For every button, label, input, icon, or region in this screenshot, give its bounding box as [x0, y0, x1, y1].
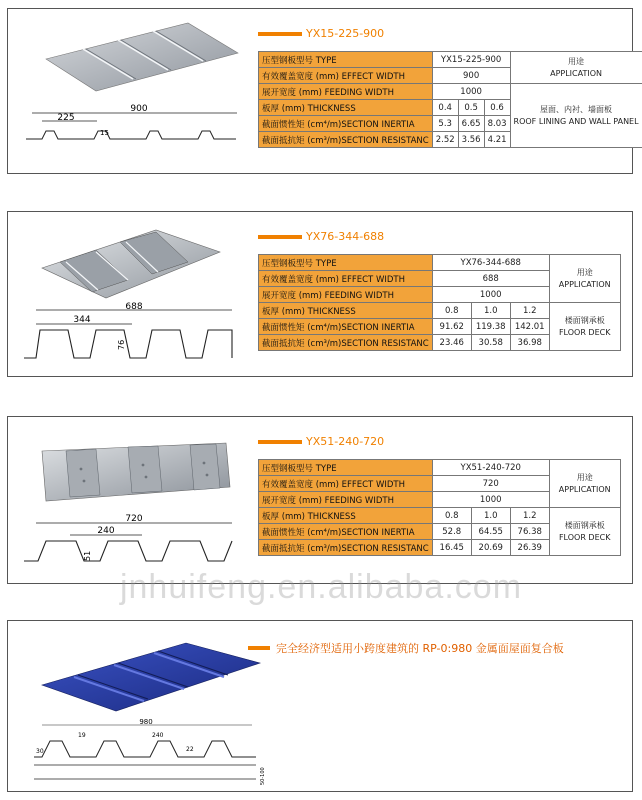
label-resistance: 截面抵抗矩 (cm³/m)SECTION RESISTANC	[259, 335, 433, 351]
dim-total-label: 720	[125, 514, 143, 524]
sheet-photo-yx76	[36, 222, 226, 304]
dim-pitch-label: 240	[97, 526, 115, 536]
feeding-width-value: 1000	[432, 84, 510, 100]
spec-table	[258, 51, 642, 148]
watermark: jnhuifeng.en.alibaba.com	[119, 568, 523, 606]
application-value	[549, 508, 620, 556]
product-title-text: YX51-240-720	[306, 435, 385, 448]
product-panel-3	[7, 416, 633, 584]
resistance-cell: 2.52	[432, 132, 458, 148]
blue-sheet-photo	[36, 635, 266, 715]
thickness-cell: 1.0	[471, 508, 510, 524]
inertia-cell: 5.3	[432, 116, 458, 132]
thickness-cell: 1.0	[471, 303, 510, 319]
application-value	[549, 303, 620, 351]
label-type: 压型钢板型号 TYPE	[259, 52, 433, 68]
application-header	[549, 255, 620, 303]
profile-drawing-yx51	[20, 509, 245, 567]
thickness-cell: 0.8	[432, 303, 471, 319]
resistance-cell: 23.46	[432, 335, 471, 351]
type-value: YX76-344-688	[432, 255, 549, 271]
dim-pitch-label: 344	[73, 315, 91, 325]
profile-drawing-rp980	[28, 717, 268, 787]
product-panel-4	[7, 620, 633, 792]
label-effect-width: 有效覆盖宽度 (mm) EFFECT WIDTH	[259, 271, 433, 287]
use-cn: 楼面钢承板	[564, 315, 605, 325]
product-title-text: 完全经济型适用小跨度建筑的 RP-0:980 金属面屋面复合板	[276, 642, 564, 655]
resistance-cell: 4.21	[484, 132, 510, 148]
title-accent-bar	[248, 646, 270, 650]
dim-b-label: 240	[152, 732, 164, 739]
use-en: FLOOR DECK	[558, 532, 611, 542]
use-cn: 屋面、内衬、墙面板	[540, 104, 613, 114]
use-cn: 楼面钢承板	[564, 520, 605, 530]
resistance-cell: 3.56	[458, 132, 484, 148]
use-en: ROOF LINING AND WALL PANEL	[513, 116, 639, 126]
resistance-cell: 26.39	[510, 540, 549, 556]
resistance-cell: 36.98	[510, 335, 549, 351]
title-accent-bar	[258, 32, 302, 36]
title-accent-bar	[258, 440, 302, 444]
spec-table	[258, 254, 621, 351]
dim-a-label: 19	[78, 732, 86, 739]
sheet-photo-yx51	[36, 429, 236, 509]
inertia-cell: 119.38	[471, 319, 510, 335]
inertia-cell: 6.65	[458, 116, 484, 132]
feeding-width-value: 1000	[432, 287, 549, 303]
dim-total-label: 980	[139, 718, 153, 726]
inertia-cell: 76.38	[510, 524, 549, 540]
application-en: APPLICATION	[550, 68, 602, 78]
product-title-text: YX15-225-900	[306, 27, 385, 40]
application-en: APPLICATION	[558, 279, 611, 289]
label-resistance: 截面抵抗矩 (cm³/m)SECTION RESISTANC	[259, 540, 433, 556]
product-title	[258, 435, 384, 448]
dim-height-label: 15	[100, 129, 109, 137]
application-en: APPLICATION	[558, 484, 611, 494]
inertia-cell: 52.8	[432, 524, 471, 540]
label-inertia: 截面惯性矩 (cm⁴/m)SECTION INERTIA	[259, 524, 433, 540]
label-type: 压型钢板型号 TYPE	[259, 460, 433, 476]
label-thickness: 板厚 (mm) THICKNESS	[259, 303, 433, 319]
thickness-cell: 1.2	[510, 508, 549, 524]
use-en: FLOOR DECK	[558, 327, 611, 337]
thickness-cell: 0.4	[432, 100, 458, 116]
product-title	[248, 640, 564, 656]
label-thickness: 板厚 (mm) THICKNESS	[259, 508, 433, 524]
dim-c-label: 22	[186, 746, 194, 753]
dim-pitch-label: 225	[57, 113, 75, 123]
resistance-cell: 16.45	[432, 540, 471, 556]
application-header	[510, 52, 642, 84]
application-cn: 用途	[576, 472, 593, 482]
label-resistance: 截面抵抗矩 (cm³/m)SECTION RESISTANC	[259, 132, 433, 148]
effect-width-value: 688	[432, 271, 549, 287]
title-accent-bar	[258, 235, 302, 239]
label-effect-width: 有效覆盖宽度 (mm) EFFECT WIDTH	[259, 476, 433, 492]
label-feeding-width: 展开宽度 (mm) FEEDING WIDTH	[259, 492, 433, 508]
thickness-cell: 0.8	[432, 508, 471, 524]
profile-drawing-yx15	[22, 103, 247, 147]
effect-width-value: 720	[432, 476, 549, 492]
product-title	[258, 27, 384, 40]
dim-height-label: 51	[83, 550, 92, 561]
type-value: YX51-240-720	[432, 460, 549, 476]
resistance-cell: 30.58	[471, 335, 510, 351]
label-effect-width: 有效覆盖宽度 (mm) EFFECT WIDTH	[259, 68, 433, 84]
dim-total-label: 900	[130, 104, 148, 114]
dim-d-label: 30	[36, 748, 44, 755]
dim-height-label: 76	[117, 339, 126, 350]
spec-table	[258, 459, 621, 556]
application-header	[549, 460, 620, 508]
application-cn: 用途	[568, 56, 585, 66]
product-title-text: YX76-344-688	[306, 230, 385, 243]
label-inertia: 截面惯性矩 (cm⁴/m)SECTION INERTIA	[259, 319, 433, 335]
inertia-cell: 64.55	[471, 524, 510, 540]
label-feeding-width: 展开宽度 (mm) FEEDING WIDTH	[259, 84, 433, 100]
product-panel-2	[7, 211, 633, 377]
thickness-cell: 0.5	[458, 100, 484, 116]
profile-drawing-yx76	[20, 302, 245, 364]
label-type: 压型钢板型号 TYPE	[259, 255, 433, 271]
dim-total-label: 688	[125, 302, 143, 312]
inertia-cell: 91.62	[432, 319, 471, 335]
effect-width-value: 900	[432, 68, 510, 84]
application-value	[510, 84, 642, 148]
resistance-cell: 20.69	[471, 540, 510, 556]
type-value: YX15-225-900	[432, 52, 510, 68]
label-feeding-width: 展开宽度 (mm) FEEDING WIDTH	[259, 287, 433, 303]
label-thickness: 板厚 (mm) THICKNESS	[259, 100, 433, 116]
dim-side-label: 50-100	[260, 767, 266, 785]
thickness-cell: 1.2	[510, 303, 549, 319]
application-cn: 用途	[576, 267, 593, 277]
label-inertia: 截面惯性矩 (cm⁴/m)SECTION INERTIA	[259, 116, 433, 132]
product-panel-1	[7, 8, 639, 174]
thickness-cell: 0.6	[484, 100, 510, 116]
feeding-width-value: 1000	[432, 492, 549, 508]
sheet-photo-yx15	[38, 17, 243, 97]
inertia-cell: 8.03	[484, 116, 510, 132]
product-title	[258, 230, 384, 243]
inertia-cell: 142.01	[510, 319, 549, 335]
